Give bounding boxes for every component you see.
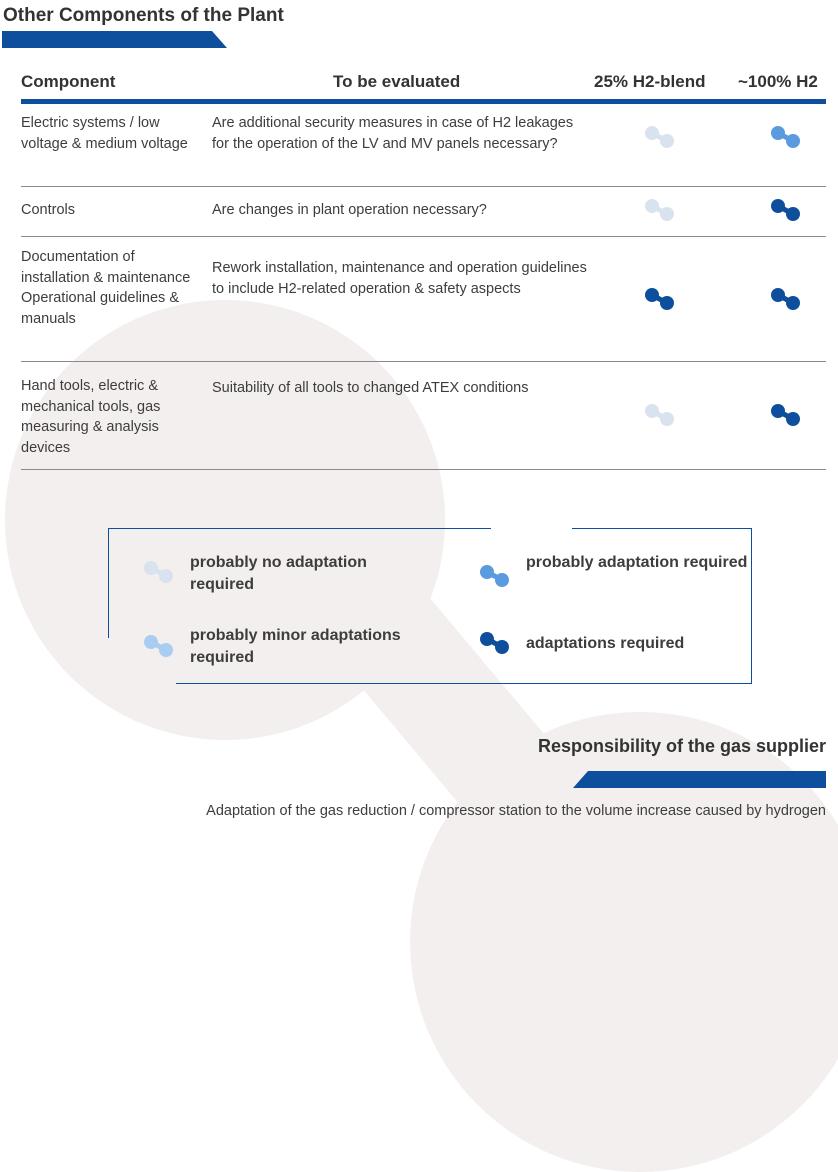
responsibility-text: Adaptation of the gas reduction / compressor station to the volume increase caused by hydrogen	[206, 803, 826, 819]
responsibility-title: Responsibility of the gas supplier	[537, 736, 826, 756]
molecule-icon	[478, 631, 512, 655]
row-divider	[21, 236, 826, 237]
title-accent-bar	[2, 31, 227, 48]
row-evaluation: Rework installation, maintenance and operation guidelines to include H2-related operation & safety aspects	[212, 260, 587, 297]
page-title: Other Components of the Plant	[3, 5, 284, 26]
molecule-icon	[769, 403, 803, 427]
header-25-h2-blend: 25% H2-blend	[594, 72, 706, 91]
row-divider	[21, 361, 826, 362]
header-100-h2: ~100% H2	[738, 72, 818, 91]
responsibility-accent-bar	[573, 771, 826, 788]
row-component: Documentation of installation & maintenance Operational guidelines & manuals	[21, 249, 191, 327]
row-component: Electric systems / low voltage & medium voltage	[21, 115, 188, 152]
row-divider	[21, 469, 826, 470]
molecule-icon	[643, 125, 677, 149]
legend-label: adaptations required	[526, 635, 685, 652]
molecule-icon	[478, 564, 512, 588]
molecule-icon	[643, 198, 677, 222]
legend-box	[108, 528, 752, 684]
legend-label: probably adaptation required	[526, 554, 748, 571]
row-component: Hand tools, electric & mechanical tools, gas measuring & analysis devices	[21, 378, 161, 456]
legend-label: probably minor adaptations required	[190, 627, 401, 666]
molecule-icon	[142, 560, 176, 584]
molecule-icon	[643, 403, 677, 427]
row-evaluation: Are changes in plant operation necessary?	[212, 202, 487, 218]
molecule-icon	[769, 287, 803, 311]
molecule-icon	[769, 125, 803, 149]
row-evaluation: Are additional security measures in case of H2 leakages for the operation of the LV and MV panels necessary?	[212, 115, 574, 152]
molecule-icon	[769, 198, 803, 222]
molecule-icon	[643, 287, 677, 311]
molecule-icon	[142, 634, 176, 658]
header-to-be-evaluated: To be evaluated	[333, 72, 461, 91]
row-component: Controls	[21, 202, 75, 218]
row-divider	[21, 186, 826, 187]
header-rule	[21, 99, 826, 104]
legend-label: probably no adaptation required	[190, 554, 367, 593]
header-component: Component	[21, 72, 116, 91]
row-evaluation: Suitability of all tools to changed ATEX conditions	[212, 380, 529, 396]
